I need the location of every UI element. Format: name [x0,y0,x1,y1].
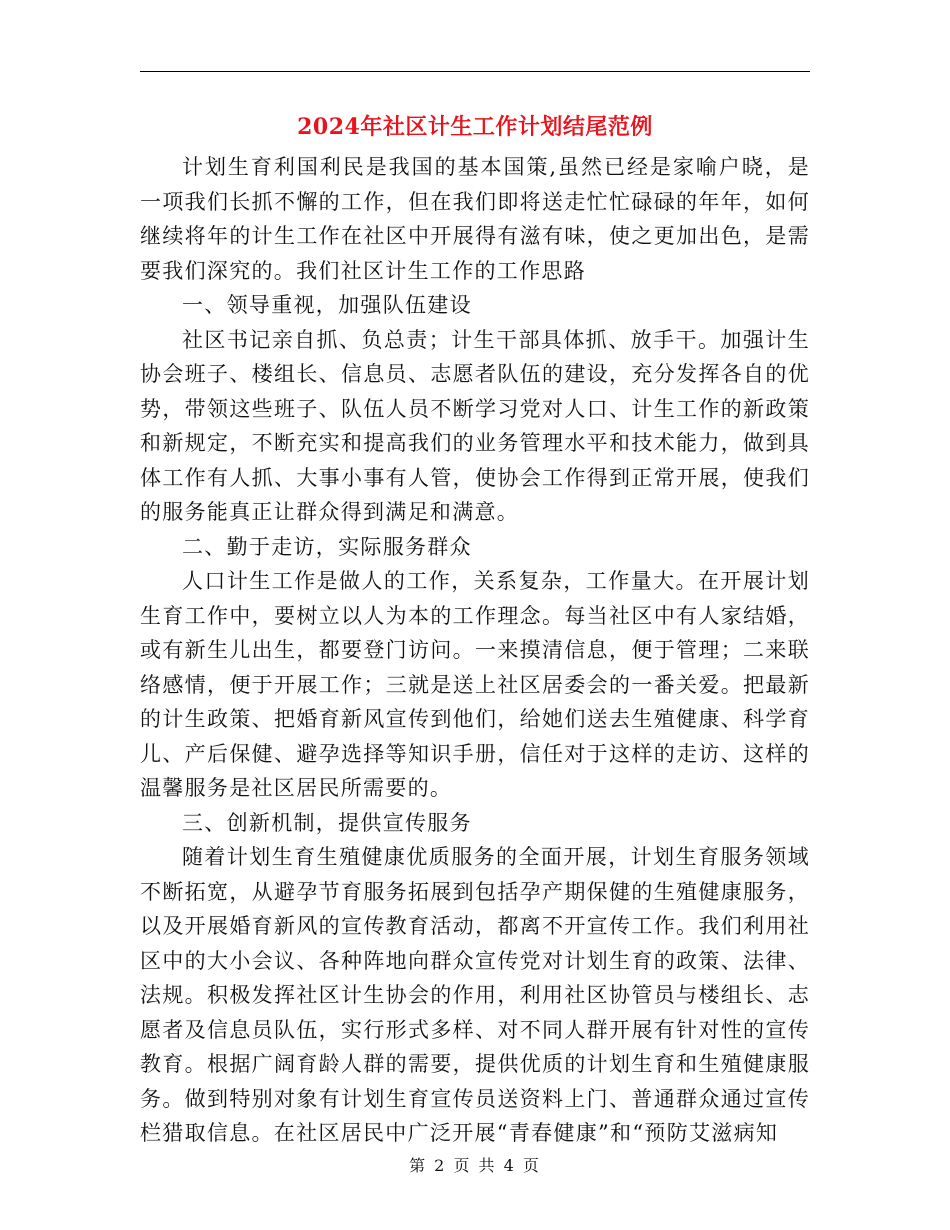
section-heading-3: 三、创新机制，提供宣传服务 [182,810,472,835]
page-number-footer: 第 2 页 共 4 页 [409,1156,541,1175]
document-body [140,150,810,1151]
document-title: 2024年社区计生工作计划结尾范例 [297,114,653,140]
section-1-paragraph: 社区书记亲自抓、负总责；计生干部具体抓、放手干。加强计生协会班子、楼组长、信息员、志愿者队伍的建设，充分发挥各自的优势，带领这些班子、队伍人员不断学习党对人口、计生工作的新政策和新规定，不断充实和提高我们的业务管理水平和技术能力，做到具体工作有人抓、大事小事有人管，使协会工作得到正常开展，使我们的服务能真正让群众得到满足和满意。 [140,327,810,524]
section-heading-2: 二、勤于走访，实际服务群众 [182,534,472,559]
section-heading-1: 一、领导重视，加强队伍建设 [182,293,472,317]
section-3-paragraph: 随着计划生育生殖健康优质服务的全面开展，计划生育服务领域不断拓宽，从避孕节育服务拓展到包括孕产期保健的生殖健康服务，以及开展婚育新风的宣传教育活动，都离不开宣传工作。我们利用社区中的大小会议、各种阵地向群众宣传党对计划生育的政策、法律、法规。积极发挥社区计生协会的作用，利用社区协管员与楼组长、志愿者及信息员队伍，实行形式多样、对不同人群开展有针对性的宣传教育。根据广阔育龄人群的需要，提供优质的计划生育和生殖健康服务。做到特别对象有计划生育宣传员送资料上门、普通群众通过宣传栏猎取信息。在社区居民中广泛开展“青春健康”和“预防艾滋病知 [140,845,810,1145]
section-2-paragraph: 人口计生工作是做人的工作，关系复杂，工作量大。在开展计划生育工作中，要树立以人为本的工作理念。每当社区中有人家结婚，或有新生儿出生，都要登门访问。一来摸清信息，便于管理；二来联络感情，便于开展工作；三就是送上社区居委会的一番关爱。把最新的计生政策、把婚育新风宣传到他们，给她们送去生殖健康、科学育儿、产后保健、避孕选择等知识手册，信任对于这样的走访、这样的温馨服务是社区居民所需要的。 [140,569,810,800]
header-rule [140,71,810,72]
intro-paragraph: 计划生育利国利民是我国的基本国策,虽然已经是家喻户晓，是一项我们长抓不懈的工作，但在我们即将送走忙忙碌碌的年年，如何继续将年的计生工作在社区中开展得有滋有味，使之更加出色，是需要我们深究的。我们社区计生工作的工作思路 [140,155,810,283]
